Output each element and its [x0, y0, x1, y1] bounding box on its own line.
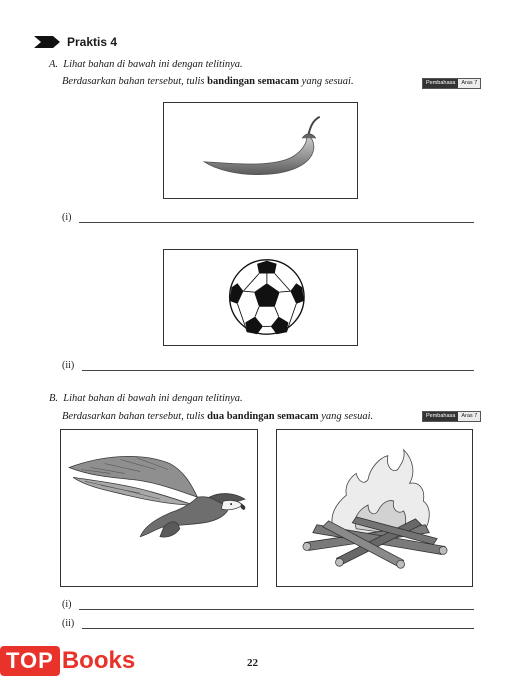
section-a-line1 [49, 59, 243, 70]
eagle-icon [61, 430, 257, 586]
section-a-tag [422, 78, 481, 89]
section-b-line1 [49, 393, 243, 404]
section-b-instruction-2-post: yang sesuai. [321, 411, 374, 422]
answer-a-ii-line[interactable] [82, 362, 474, 371]
section-b-instruction-2-pre: Berdasarkan bahan tersebut, tulis [62, 411, 205, 422]
tag-light: Aras 7 [458, 412, 480, 421]
praktis-arrow-icon [33, 35, 61, 49]
section-b-line2 [62, 411, 373, 422]
heading-title: Praktis 4 [67, 35, 118, 49]
football-picture-box [163, 249, 358, 346]
tag-light: Aras 7 [458, 79, 480, 88]
answer-b-ii-line[interactable] [82, 620, 474, 629]
topbooks-watermark [0, 646, 135, 676]
section-b-instruction-2-bold: dua bandingan semacam [207, 411, 319, 422]
answer-a-i[interactable] [62, 212, 474, 223]
section-a-instruction-2-post: yang sesuai. [301, 76, 354, 87]
answer-b-ii-label: (ii) [62, 618, 75, 629]
tag-dark: Pembahasa [423, 79, 458, 88]
watermark-top: TOP [0, 646, 60, 676]
answer-a-ii[interactable] [62, 360, 474, 371]
section-b-label: B. [49, 393, 59, 404]
answer-a-i-line[interactable] [79, 214, 474, 223]
answer-b-ii[interactable] [62, 618, 474, 629]
answer-b-i-label: (i) [62, 599, 72, 610]
section-a-instruction-2-bold: bandingan semacam [207, 76, 300, 87]
section-heading [33, 35, 117, 49]
chili-pepper-icon [164, 103, 357, 198]
section-a-label: A. [49, 59, 59, 70]
eagle-picture-box [60, 429, 258, 587]
chili-picture-box [163, 102, 358, 199]
tag-dark: Pembahasa [423, 412, 458, 421]
section-b-tag [422, 411, 481, 422]
football-icon [164, 250, 357, 345]
section-a-instruction-2-pre: Berdasarkan bahan tersebut, tulis [62, 76, 205, 87]
campfire-picture-box [276, 429, 473, 587]
answer-b-i-line[interactable] [79, 601, 474, 610]
answer-b-i[interactable] [62, 599, 474, 610]
section-b-instruction-1: Lihat bahan di bawah ini dengan telitinya. [63, 393, 243, 404]
page-number: 22 [247, 657, 258, 669]
section-a-line2 [62, 76, 354, 87]
answer-a-ii-label: (ii) [62, 360, 75, 371]
campfire-icon [277, 430, 472, 586]
section-a-instruction-1: Lihat bahan di bawah ini dengan telitinya. [63, 59, 243, 70]
answer-a-i-label: (i) [62, 212, 72, 223]
watermark-books: Books [61, 647, 136, 674]
